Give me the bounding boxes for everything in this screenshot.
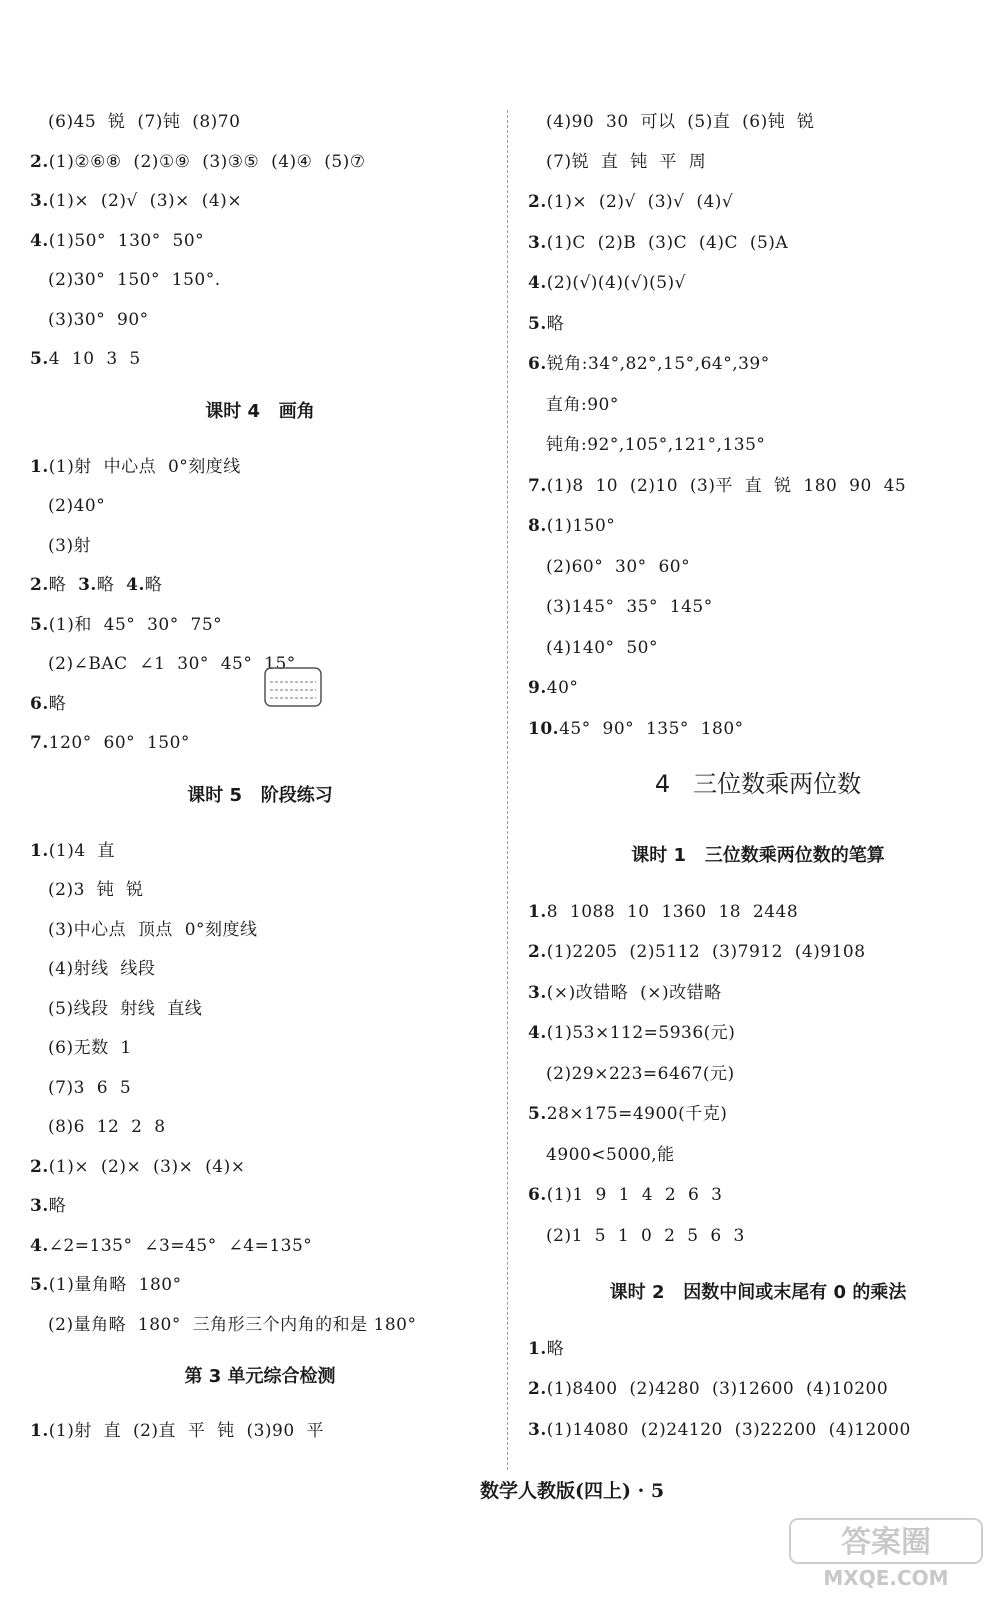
section-heading: 第 3 单元综合检测: [184, 1366, 336, 1387]
answer-line: 1.8 1088 10 1360 18 2448: [528, 902, 799, 922]
answer-line: 2.(1)× (2)√ (3)√ (4)√: [528, 192, 734, 212]
answer-line: 7.(1)8 10 (2)10 (3)平 直 锐 180 90 45: [528, 476, 907, 496]
answer-line: (3)30° 90°: [48, 310, 149, 330]
answer-line: 4.(2)(√)(4)(√)(5)√: [528, 273, 687, 293]
svg-text:MXQE.COM: MXQE.COM: [823, 1566, 949, 1590]
answer-line: 1.(1)4 直: [30, 841, 115, 861]
answer-line: 3.(1)14080 (2)24120 (3)22200 (4)12000: [528, 1420, 911, 1440]
answer-line: (8)6 12 2 8: [48, 1117, 166, 1137]
section-heading: 课时 2 因数中间或末尾有 0 的乘法: [609, 1282, 907, 1303]
stamp-image: [262, 662, 324, 710]
answer-line: (2)1 5 1 0 2 5 6 3: [546, 1226, 745, 1246]
column-divider: [507, 110, 508, 1470]
section-heading: 课时 5 阶段练习: [187, 785, 333, 806]
answer-line: 5.28×175=4900(千克): [528, 1104, 728, 1124]
answer-line: 钝角:92°,105°,121°,135°: [546, 435, 766, 455]
answer-line: (2)3 钝 锐: [48, 880, 144, 900]
page-footer: 数学人教版(四上) · 5: [480, 1480, 665, 1502]
answer-line: (4)90 30 可以 (5)直 (6)钝 锐: [546, 112, 815, 132]
answer-line: (2)∠BAC ∠1 30° 45° 15°: [48, 654, 296, 674]
answer-line: (2)30° 150° 150°.: [48, 270, 221, 290]
answer-line: 4.(1)53×112=5936(元): [528, 1023, 736, 1043]
answer-line: 3.(×)改错略 (×)改错略: [528, 983, 722, 1003]
answer-line: (4)射线 线段: [48, 959, 156, 979]
answer-line: 5.略: [528, 314, 565, 334]
answer-line: (2)40°: [48, 496, 106, 516]
answer-line: 2.(1)× (2)× (3)× (4)×: [30, 1157, 246, 1177]
answer-line: (5)线段 射线 直线: [48, 999, 203, 1019]
answer-line: 4900<5000,能: [546, 1145, 675, 1165]
answer-line: 5.(1)和 45° 30° 75°: [30, 615, 223, 635]
answer-line: 3.略: [30, 1196, 67, 1216]
answer-line: (3)射: [48, 536, 92, 556]
answer-line: 2.(1)2205 (2)5112 (3)7912 (4)9108: [528, 942, 866, 962]
answer-line: 6.(1)1 9 1 4 2 6 3: [528, 1185, 723, 1205]
answer-line: 4.(1)50° 130° 50°: [30, 231, 205, 251]
answer-line: (6)无数 1: [48, 1038, 132, 1058]
answer-line: (4)140° 50°: [546, 638, 658, 658]
answer-line: (7)锐 直 钝 平 周: [546, 152, 707, 172]
answer-line: 6.锐角:34°,82°,15°,64°,39°: [528, 354, 770, 374]
answer-line: 6.略: [30, 694, 67, 714]
answer-line: 9.40°: [528, 678, 579, 698]
answer-line: (2)60° 30° 60°: [546, 557, 691, 577]
answer-line: (3)中心点 顶点 0°刻度线: [48, 920, 258, 940]
unit-heading: 4 三位数乘两位数: [654, 770, 862, 798]
answer-line: 2.(1)8400 (2)4280 (3)12600 (4)10200: [528, 1379, 889, 1399]
answer-line: 4.∠2=135° ∠3=45° ∠4=135°: [30, 1236, 313, 1256]
section-heading: 课时 4 画角: [205, 401, 315, 422]
answer-line: 3.(1)C (2)B (3)C (4)C (5)A: [528, 233, 789, 253]
svg-text:答案圈: 答案圈: [841, 1525, 931, 1560]
answer-line: 1.略: [528, 1339, 565, 1359]
answer-line: 5.4 10 3 5: [30, 349, 141, 369]
answer-line: (7)3 6 5: [48, 1078, 132, 1098]
answer-line: 1.(1)射 直 (2)直 平 钝 (3)90 平: [30, 1421, 324, 1441]
answer-line: 7.120° 60° 150°: [30, 733, 190, 753]
answer-line: (2)29×223=6467(元): [546, 1064, 735, 1084]
section-heading: 课时 1 三位数乘两位数的笔算: [631, 845, 885, 866]
answer-line: 8.(1)150°: [528, 516, 616, 536]
answer-line: 2.(1)②⑥⑧ (2)①⑨ (3)③⑤ (4)④ (5)⑦: [30, 152, 366, 172]
answer-line: 2.略 3.略 4.略: [30, 575, 163, 595]
watermark-logo: [786, 1517, 986, 1592]
answer-line: 5.(1)量角略 180°: [30, 1275, 182, 1295]
answer-line: 直角:90°: [546, 395, 619, 415]
answer-line: (2)量角略 180° 三角形三个内角的和是 180°: [48, 1315, 417, 1335]
answer-line: (6)45 锐 (7)钝 (8)70: [48, 112, 241, 132]
answer-line: (3)145° 35° 145°: [546, 597, 713, 617]
answer-line: 3.(1)× (2)√ (3)× (4)×: [30, 191, 243, 211]
answer-line: 1.(1)射 中心点 0°刻度线: [30, 457, 241, 477]
answer-line: 10.45° 90° 135° 180°: [528, 719, 744, 739]
